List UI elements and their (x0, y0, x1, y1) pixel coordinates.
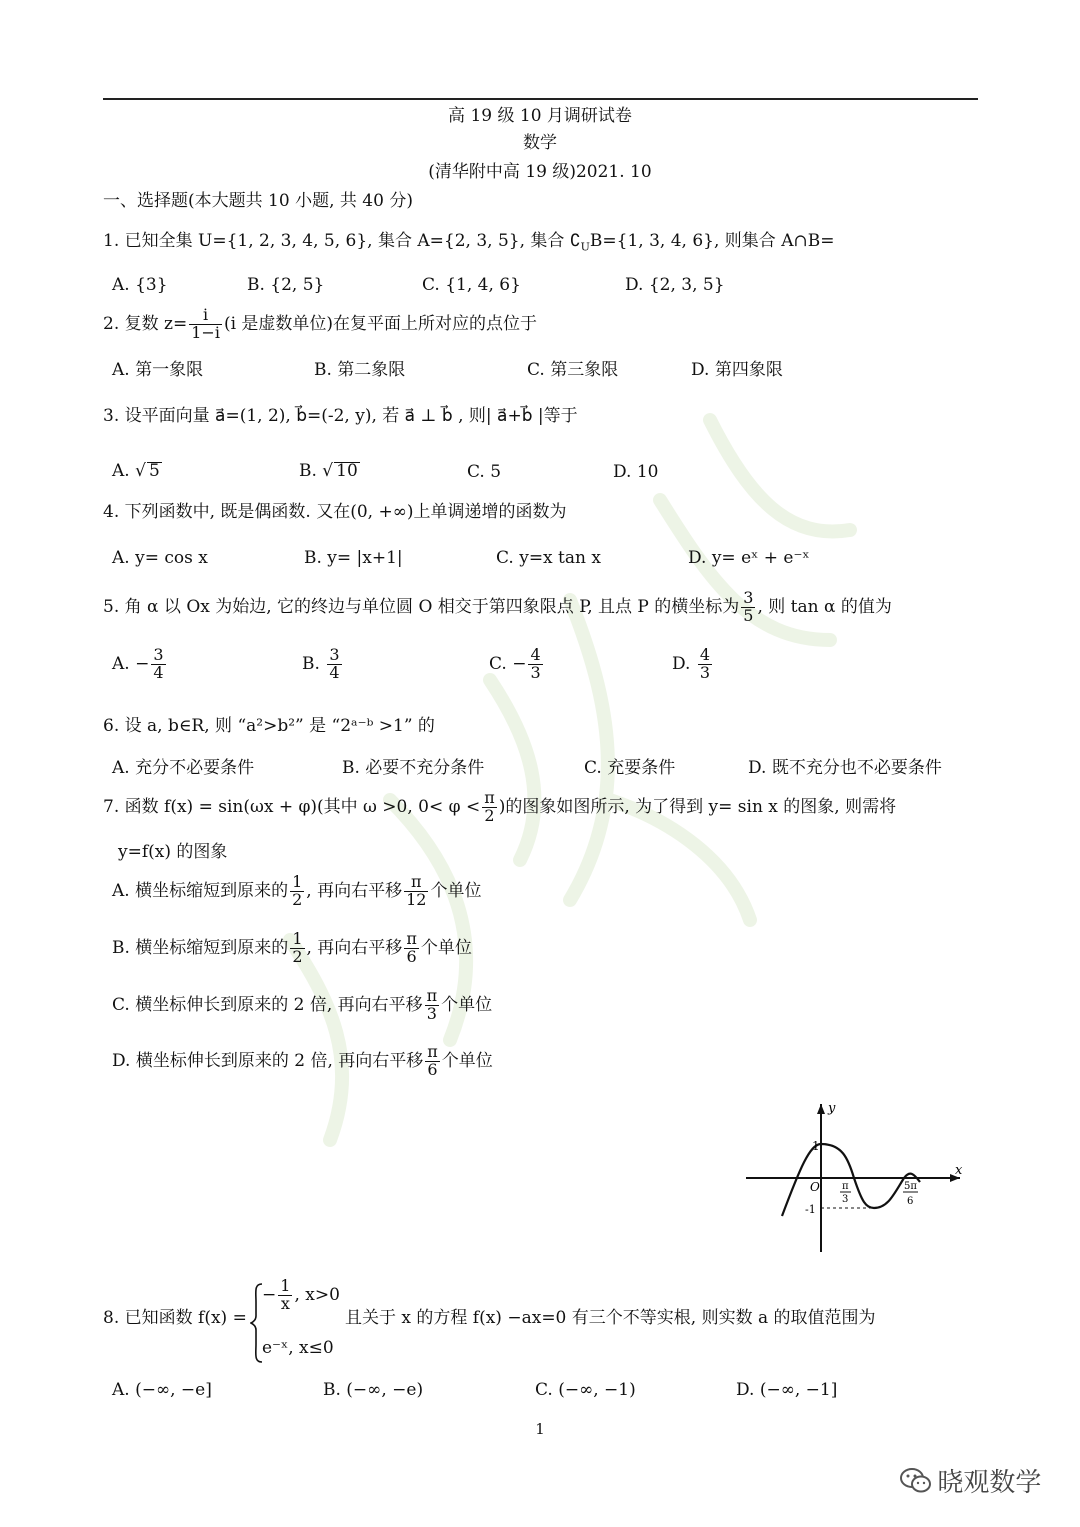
question-6: 6. 设 a, b∈R, 则 “a²>b²” 是 “2ᵃ⁻ᵇ >1” 的 (103, 716, 435, 736)
q7-option-b: B. 横坐标缩短到原来的 $\frac{1}{2}$ , 再向右平移 $\frac{\pi}{6}$ 个单位 (112, 929, 472, 966)
graph-5pi6-den: 6 (907, 1196, 914, 1207)
question-3: 3. 设平面向量 a⃗=(1, 2), b⃗=(-2, y), 若 a⃗ ⊥ b⃗ , 则| a⃗+b⃗ |等于 (103, 406, 578, 426)
graph-pi3-num: π (842, 1181, 849, 1192)
q3-option-b: B. √ 10 (299, 461, 358, 481)
q4-option-b: B. y= |x+1| (304, 548, 403, 568)
q4-option-c: C. y=x tan x (496, 548, 601, 568)
q6-option-a: A. 充分不必要条件 (112, 758, 255, 778)
q2-option-d: D. 第四象限 (691, 360, 783, 380)
q7-option-c: C. 横坐标伸长到原来的 2 倍, 再向右平移 $\frac{\pi}{3}$ 个单位 (112, 986, 493, 1023)
question-7-line2: y=f(x) 的图象 (118, 842, 228, 862)
q7-option-a: A. 横坐标缩短到原来的 $\frac{1}{2}$ , 再向右平移 $\frac{\pi}{12}$ 个单位 (112, 872, 482, 909)
q4-option-d: D. y= eˣ + e⁻ˣ (688, 548, 810, 568)
q8-option-c: C. (−∞, −1) (535, 1380, 636, 1400)
q1-option-d: D. {2, 3, 5} (625, 275, 725, 295)
question-8-prefix: 8. 已知函数 f(x) = (103, 1308, 247, 1328)
q2-option-a: A. 第一象限 (112, 360, 204, 380)
graph-origin-label: O (810, 1180, 820, 1194)
page-number: 1 (535, 1420, 545, 1438)
exam-title: 高 19 级 10 月调研试卷 (448, 106, 632, 126)
graph-pi3-den: 3 (842, 1194, 849, 1205)
q7-sine-graph (742, 1098, 968, 1256)
q4-option-a: A. y= cos x (112, 548, 208, 568)
q6-option-c: C. 充要条件 (584, 758, 676, 778)
graph-y-label: y (828, 1101, 836, 1116)
q6-option-d: D. 既不充分也不必要条件 (748, 758, 942, 778)
q1-option-c: C. {1, 4, 6} (422, 275, 521, 295)
q8-option-d: D. (−∞, −1] (736, 1380, 838, 1400)
header-rule (103, 98, 978, 100)
wechat-icon (900, 1467, 932, 1495)
piecewise-case-1: − $\frac{1}{x}$ , x>0 (262, 1276, 340, 1313)
graph-one-label: 1 (812, 1139, 820, 1153)
q3-option-c: C. 5 (467, 462, 502, 482)
question-2: 2. 复数 z= $\frac{i}{1-i}$ (i 是虚数单位)在复平面上所对应的点位于 (103, 305, 538, 342)
question-7: 7. 函数 f(x) = sin(ωx + φ)(其中 ω >0, 0< φ < $\frac{\pi}{2}$ )的图象如图所示, 为了得到 y= sin x 的图象, 则需将 (103, 788, 897, 825)
footer-brand (900, 1462, 1041, 1499)
q5-option-b: B. $\frac{3}{4}$ (302, 645, 340, 682)
q5-option-d: D. $\frac{4}{3}$ (672, 645, 711, 682)
graph-x-label: x (955, 1163, 963, 1178)
q5-option-c: C. − $\frac{4}{3}$ (489, 645, 541, 682)
q5-option-a: A. − $\frac{3}{4}$ (112, 645, 164, 682)
q7-option-d: D. 横坐标伸长到原来的 2 倍, 再向右平移 $\frac{\pi}{6}$ 个单位 (112, 1042, 493, 1079)
question-1: 1. 已知全集 U={1, 2, 3, 4, 5, 6}, 集合 A={2, 3, 5}, 集合 $∁_UB=\{1$, 3, 4, 6}, 则集合 A∩B= (103, 231, 835, 254)
graph-neg-one-label: -1 (805, 1203, 816, 1216)
exam-source: (清华附中高 19 级)2021. 10 (428, 162, 652, 182)
question-5: 5. 角 α 以 Ox 为始边, 它的终边与单位圆 O 相交于第四象限点 P, 且点 P 的横坐标为 $\frac{3}{5}$ , 则 tan α 的值为 (103, 588, 892, 625)
q2-option-c: C. 第三象限 (527, 360, 619, 380)
q1-option-b: B. {2, 5} (247, 275, 325, 295)
q8-option-a: A. (−∞, −e] (112, 1380, 212, 1400)
piecewise-case-2: e⁻ˣ, x≤0 (262, 1338, 334, 1358)
q6-option-b: B. 必要不充分条件 (342, 758, 485, 778)
q3-option-d: D. 10 (613, 462, 659, 482)
section-heading: 一、选择题(本大题共 10 小题, 共 40 分) (103, 191, 413, 211)
q3-option-a: A. √ 5 (112, 461, 160, 481)
question-8-stem: 且关于 x 的方程 f(x) −ax=0 有三个不等实根, 则实数 a 的取值范围为 (345, 1308, 876, 1328)
graph-5pi6-num: 5π (904, 1181, 917, 1192)
q8-option-b: B. (−∞, −e) (323, 1380, 424, 1400)
question-4: 4. 下列函数中, 既是偶函数. 又在(0, +∞)上单调递增的函数为 (103, 502, 567, 522)
q1-option-a: A. {3} (112, 275, 168, 295)
footer-brand-text: 晓观数学 (937, 1468, 1042, 1498)
exam-subject: 数学 (523, 133, 557, 153)
q2-option-b: B. 第二象限 (314, 360, 406, 380)
